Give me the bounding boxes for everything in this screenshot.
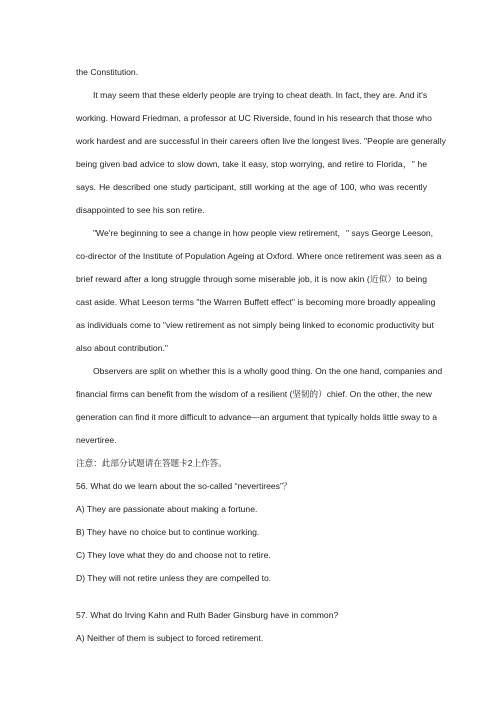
question-56-option-d: D) They will not retire unless they are compelled to. [76,573,272,583]
question-56-option-a: A) They are passionate about making a fortune. [76,504,258,514]
text-line: also about contribution." [76,343,168,353]
question-57-stem: 57. What do Irving Kahn and Ruth Bader Ginsburg have in common? [76,610,339,620]
question-56-stem: 56. What do we learn about the so-called “nevertirees”？ [76,481,292,491]
text-line: the Constitution. [76,67,139,77]
text-line: work hardest and are successful in their careers often live the longest lives. "People are generally [76,136,446,146]
text-line: brief reward after a long struggle through some miserable job, it is now akin (近似）to being [76,274,427,284]
text-line: It may seem that these elderly people are trying to cheat death. In fact, they are. And it's [93,90,428,100]
text-line: being given bad advice to slow down, take it easy, stop worrying, and retire to Florida，" he [76,159,427,169]
question-57-option-a: A) Neither of them is subject to forced retirement. [76,633,264,643]
text-line: generation can find it more difficult to advance—an argument that typically holds little sway to a [76,412,437,422]
text-line: financial firms can benefit from the wisdom of a resilient (坚韧的）chief. On the other, the new [76,389,432,399]
text-line: says. He described one study participant, still working at the age of 100, who was recently [76,182,427,192]
text-line: co-director of the Institute of Population Ageing at Oxford. Where once retirement was seen as a [76,251,442,261]
text-line: "We're beginning to see a change in how people view retirement，" says George Leeson, [93,228,434,238]
text-line: Observers are split on whether this is a wholly good thing. On the one hand, companies and [93,366,443,376]
exam-note: 注意：此部分试题请在答题卡2上作答。 [76,458,227,468]
text-line: cast aside. What Leeson terms "the Warren Buffett effect" is becoming more broadly appealing [76,297,436,307]
text-line: nevertiree. [76,435,117,445]
passage-text [76,66,446,655]
question-56-option-b: B) They have no choice but to continue working. [76,527,260,537]
question-56-option-c: C) They love what they do and choose not to retire. [76,550,271,560]
text-line: working. Howard Friedman, a professor at UC Riverside, found in his research that those who [76,113,432,123]
text-line: as individuals come to "view retirement as not simply being linked to economic productivity but [76,320,434,330]
spacer [76,595,427,609]
text-line: disappointed to see his son retire. [76,205,205,215]
